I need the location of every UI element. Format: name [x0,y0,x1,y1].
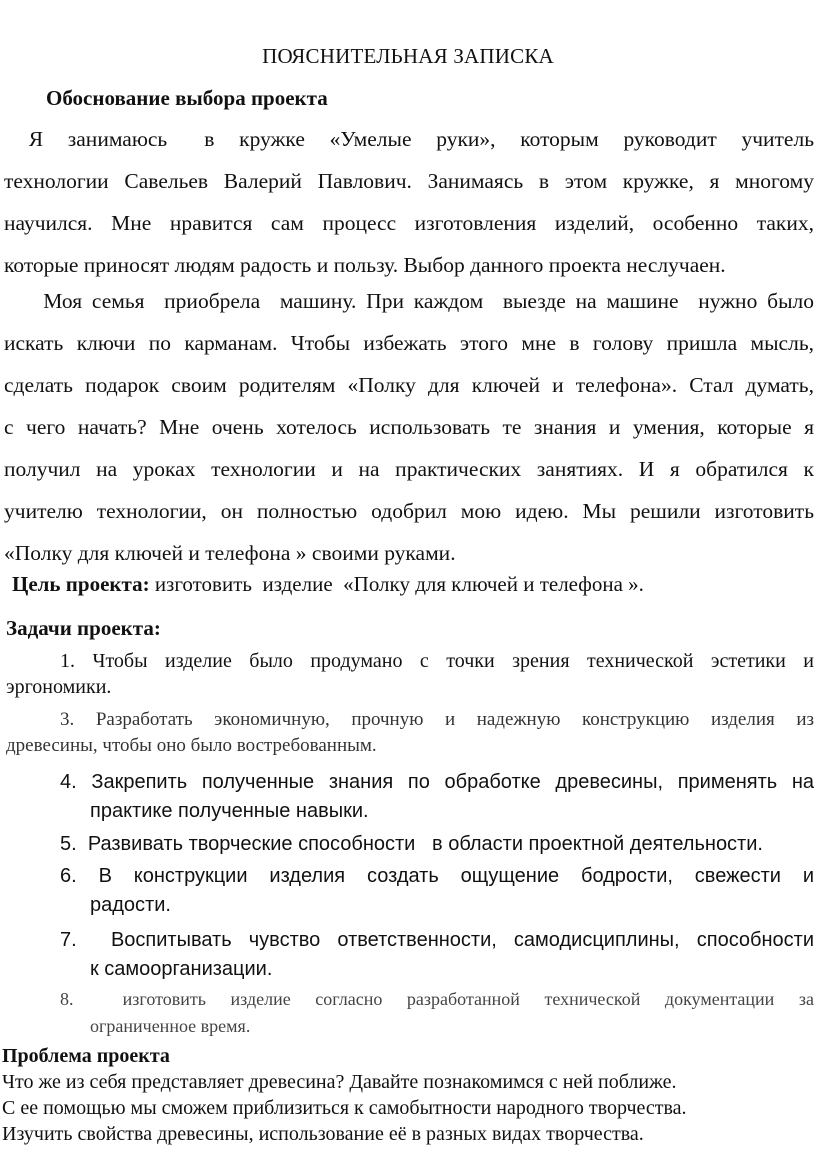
text-line: эргономики. [6,676,112,698]
text-line: 1. Чтобы изделие было продумано с точки зрения технической эстетики и [60,650,814,672]
tasks-heading: Задачи проекта: [6,616,161,640]
text-line [60,926,814,955]
task-item-5 [60,830,814,859]
section-heading-problem: Проблема проекта [2,1045,170,1067]
text-line: ограниченное время. [90,1016,251,1036]
task-text: В конструкции изделия создать ощущение бодрости, свежести и [98,865,814,887]
task-number: 7. [60,929,77,951]
section-heading-rationale: Обоснование выбора проекта [46,86,328,110]
text-line: Что же из себя представляет древесина? Давайте познакомимся с ней поближе. [2,1071,677,1093]
text-line: практике полученные навыки. [90,800,369,822]
text-line: древесины, чтобы оно было востребованным. [6,735,377,756]
paragraph-problem [2,1069,814,1147]
text-line: Изучить свойства древесины, использование её в разных видах творчества. [2,1123,644,1145]
task-text: Закрепить полученные знания по обработке древесины, применять на [91,771,814,793]
task-item-4 [60,768,814,826]
task-text: Воспитывать чувство ответственности, самодисциплины, способности [110,929,814,951]
goal-label: Цель проекта: [12,572,150,596]
task-number: 5. [60,833,77,855]
task-number: 6. [60,865,77,887]
text-line: к самоорганизации. [90,958,273,980]
text-line: получил на уроках технологии и на практических занятиях. И я обратился к [4,457,814,481]
task-text: изготовить изделие согласно разработанной технической документации за [122,989,814,1009]
task-item-8 [60,986,814,1040]
text-line [60,986,814,1013]
paragraph-motivation [4,280,814,574]
text-line: технологии Савельев Валерий Павлович. Занимаясь в этом кружке, я многому [4,169,814,193]
text-line: научился. Мне нравится сам процесс изготовления изделий, особенно таких, [4,211,814,235]
text-line: радости. [90,894,171,916]
project-goal [12,572,644,597]
document-title: ПОЯСНИТЕЛЬНАЯ ЗАПИСКА [262,44,554,68]
task-item-7 [60,926,814,984]
task-item-3 [6,707,814,759]
text-line: 3. Разработать экономичную, прочную и надежную конструкцию изделия из [60,709,814,730]
paragraph-rationale [4,118,814,286]
text-line: «Полку для ключей и телефона » своими руками. [4,541,456,565]
task-item-6 [60,862,814,920]
text-line: учителю технологии, он полностью одобрил мою идею. Мы решили изготовить [4,499,814,523]
task-number: 8. [60,989,74,1009]
goal-text: изготовить изделие «Полку для ключей и телефона ». [149,572,644,596]
text-line: Я занимаюсь в кружке «Умелые руки», которым руководит учитель [4,127,814,151]
text-line: искать ключи по карманам. Чтобы избежать этого мне в голову пришла мысль, [4,331,814,355]
text-line: которые приносят людям радость и пользу. Выбор данного проекта неслучаен. [4,253,726,277]
text-line: С ее помощью мы сможем приблизиться к самобытности народного творчества. [2,1097,687,1119]
text-line: сделать подарок своим родителям «Полку для ключей и телефона». Стал думать, [4,373,814,397]
text-line: с чего начать? Мне очень хотелось использовать те знания и умения, которые я [4,415,814,439]
text-line: Моя семья приобрела машину. При каждом выезде на машине нужно было [4,289,814,313]
text-line [60,862,814,891]
task-text: Развивать творческие способности в области проектной деятельности. [87,833,763,855]
text-line [60,830,814,859]
task-item-1 [6,648,814,700]
task-number: 4. [60,771,77,793]
text-line [60,768,814,797]
